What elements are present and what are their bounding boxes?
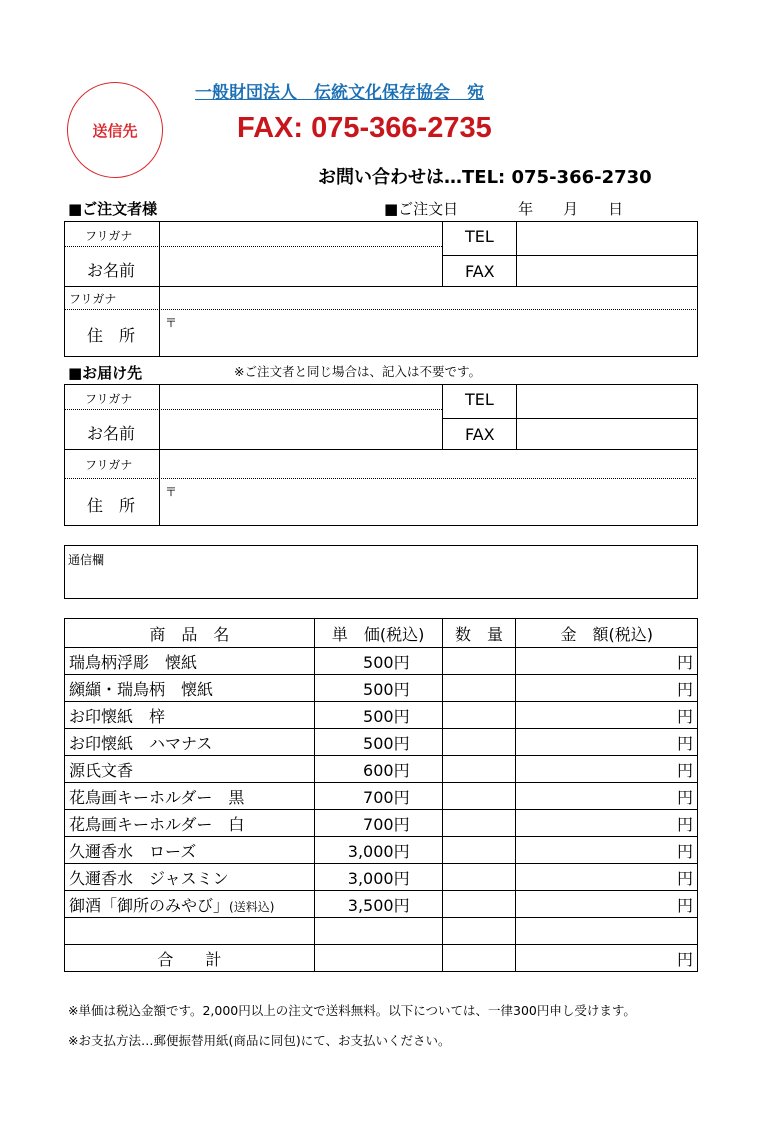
quantity-cell[interactable] bbox=[442, 756, 516, 783]
orderer-addr-furigana-label: フリガナ bbox=[69, 292, 117, 306]
orderer-tel-label: TEL bbox=[465, 227, 494, 246]
amount-cell[interactable]: 円 bbox=[516, 729, 698, 756]
unit-price: 500円 bbox=[314, 702, 442, 729]
delivery-name-label: お名前 bbox=[87, 424, 136, 443]
delivery-address-label: 住 所 bbox=[87, 496, 136, 515]
quantity-cell[interactable] bbox=[442, 675, 516, 702]
amount-cell[interactable]: 円 bbox=[516, 756, 698, 783]
header-product: 商 品 名 bbox=[65, 619, 315, 648]
orderer-furigana-label: フリガナ bbox=[85, 229, 133, 243]
total-amount-cell[interactable]: 円 bbox=[516, 945, 698, 972]
amount-cell[interactable]: 円 bbox=[516, 837, 698, 864]
orderer-postal-mark: 〒 bbox=[165, 316, 178, 330]
total-quantity-cell[interactable] bbox=[442, 945, 516, 972]
product-name: 御酒「御所のみやび」(送料込) bbox=[65, 891, 315, 918]
amount-cell[interactable]: 円 bbox=[516, 702, 698, 729]
unit-price: 3,500円 bbox=[314, 891, 442, 918]
destination-stamp: 送信先 bbox=[67, 82, 163, 178]
inquiry-tel: お問い合わせは…TEL: 075-366-2730 bbox=[318, 167, 652, 188]
header-amount: 金 額(税込) bbox=[516, 619, 698, 648]
orderer-fax-label: FAX bbox=[465, 262, 495, 281]
amount-cell[interactable]: 円 bbox=[516, 864, 698, 891]
table-row-blank bbox=[65, 918, 698, 945]
product-name: 久邇香水 ジャスミン bbox=[65, 864, 315, 891]
unit-price-blank[interactable] bbox=[314, 918, 442, 945]
table-row bbox=[65, 810, 698, 837]
orderer-form bbox=[64, 221, 698, 357]
total-row bbox=[65, 945, 698, 972]
product-name: 源氏文香 bbox=[65, 756, 315, 783]
unit-price: 500円 bbox=[314, 675, 442, 702]
amount-cell[interactable]: 円 bbox=[516, 810, 698, 837]
total-label: 合 計 bbox=[65, 945, 315, 972]
unit-price: 3,000円 bbox=[314, 864, 442, 891]
comm-label: 通信欄 bbox=[68, 553, 105, 567]
unit-price: 3,000円 bbox=[314, 837, 442, 864]
quantity-cell[interactable] bbox=[442, 702, 516, 729]
delivery-furigana-label: フリガナ bbox=[85, 392, 133, 406]
comm-box[interactable] bbox=[64, 545, 698, 599]
shipping-included-note: (送料込) bbox=[229, 899, 275, 914]
amount-cell[interactable]: 円 bbox=[516, 648, 698, 675]
delivery-addr-furigana-label: フリガナ bbox=[85, 458, 133, 472]
quantity-cell[interactable] bbox=[442, 783, 516, 810]
amount-cell[interactable]: 円 bbox=[516, 675, 698, 702]
product-name: お印懐紙 ハマナス bbox=[65, 729, 315, 756]
product-name: 花鳥画キーホルダー 黒 bbox=[65, 783, 315, 810]
product-name: お印懐紙 梓 bbox=[65, 702, 315, 729]
delivery-form bbox=[64, 384, 698, 526]
fax-number: FAX: 075-366-2735 bbox=[237, 112, 492, 144]
footnote-price: ※単価は税込金額です。2,000円以上の注文で送料無料。以下については、一律300円申し受けます。 bbox=[68, 1003, 636, 1018]
quantity-cell[interactable] bbox=[442, 864, 516, 891]
table-row bbox=[65, 783, 698, 810]
table-row bbox=[65, 837, 698, 864]
unit-price: 700円 bbox=[314, 783, 442, 810]
total-unit-blank bbox=[314, 945, 442, 972]
quantity-cell[interactable] bbox=[442, 918, 516, 945]
delivery-tel-label: TEL bbox=[465, 390, 494, 409]
product-name: 瑞鳥柄浮彫 懐紙 bbox=[65, 648, 315, 675]
unit-price: 600円 bbox=[314, 756, 442, 783]
header-quantity: 数 量 bbox=[442, 619, 516, 648]
table-header-row bbox=[65, 619, 698, 648]
product-name-blank[interactable] bbox=[65, 918, 315, 945]
product-name: 久邇香水 ローズ bbox=[65, 837, 315, 864]
footnote-payment: ※お支払方法…郵便振替用紙(商品に同包)にて、お支払いください。 bbox=[68, 1033, 451, 1048]
table-row bbox=[65, 756, 698, 783]
quantity-cell[interactable] bbox=[442, 891, 516, 918]
orderer-section-title: ■ご注文者様 bbox=[68, 200, 158, 218]
orderer-address-label: 住 所 bbox=[87, 326, 136, 345]
delivery-section-title: ■お届け先 bbox=[68, 364, 143, 382]
table-row bbox=[65, 864, 698, 891]
quantity-cell[interactable] bbox=[442, 648, 516, 675]
unit-price: 500円 bbox=[314, 648, 442, 675]
product-name: 纐纈・瑞鳥柄 懐紙 bbox=[65, 675, 315, 702]
order-table bbox=[64, 618, 698, 972]
delivery-postal-mark: 〒 bbox=[165, 485, 178, 499]
amount-cell[interactable]: 円 bbox=[516, 783, 698, 810]
quantity-cell[interactable] bbox=[442, 837, 516, 864]
table-row bbox=[65, 891, 698, 918]
amount-cell[interactable]: 円 bbox=[516, 891, 698, 918]
delivery-note: ※ご注文者と同じ場合は、記入は不要です。 bbox=[234, 364, 481, 379]
table-row bbox=[65, 702, 698, 729]
table-row bbox=[65, 729, 698, 756]
unit-price: 500円 bbox=[314, 729, 442, 756]
recipient-name: 一般財団法人 伝統文化保存協会 宛 bbox=[195, 83, 484, 103]
product-name: 花鳥画キーホルダー 白 bbox=[65, 810, 315, 837]
table-row bbox=[65, 648, 698, 675]
delivery-fax-label: FAX bbox=[465, 425, 495, 444]
order-date-label: ■ご注文日 年 月 日 bbox=[384, 200, 624, 218]
header-unit-price: 単 価(税込) bbox=[314, 619, 442, 648]
unit-price: 700円 bbox=[314, 810, 442, 837]
orderer-name-label: お名前 bbox=[87, 261, 136, 280]
amount-cell-blank[interactable] bbox=[516, 918, 698, 945]
quantity-cell[interactable] bbox=[442, 810, 516, 837]
table-row bbox=[65, 675, 698, 702]
quantity-cell[interactable] bbox=[442, 729, 516, 756]
